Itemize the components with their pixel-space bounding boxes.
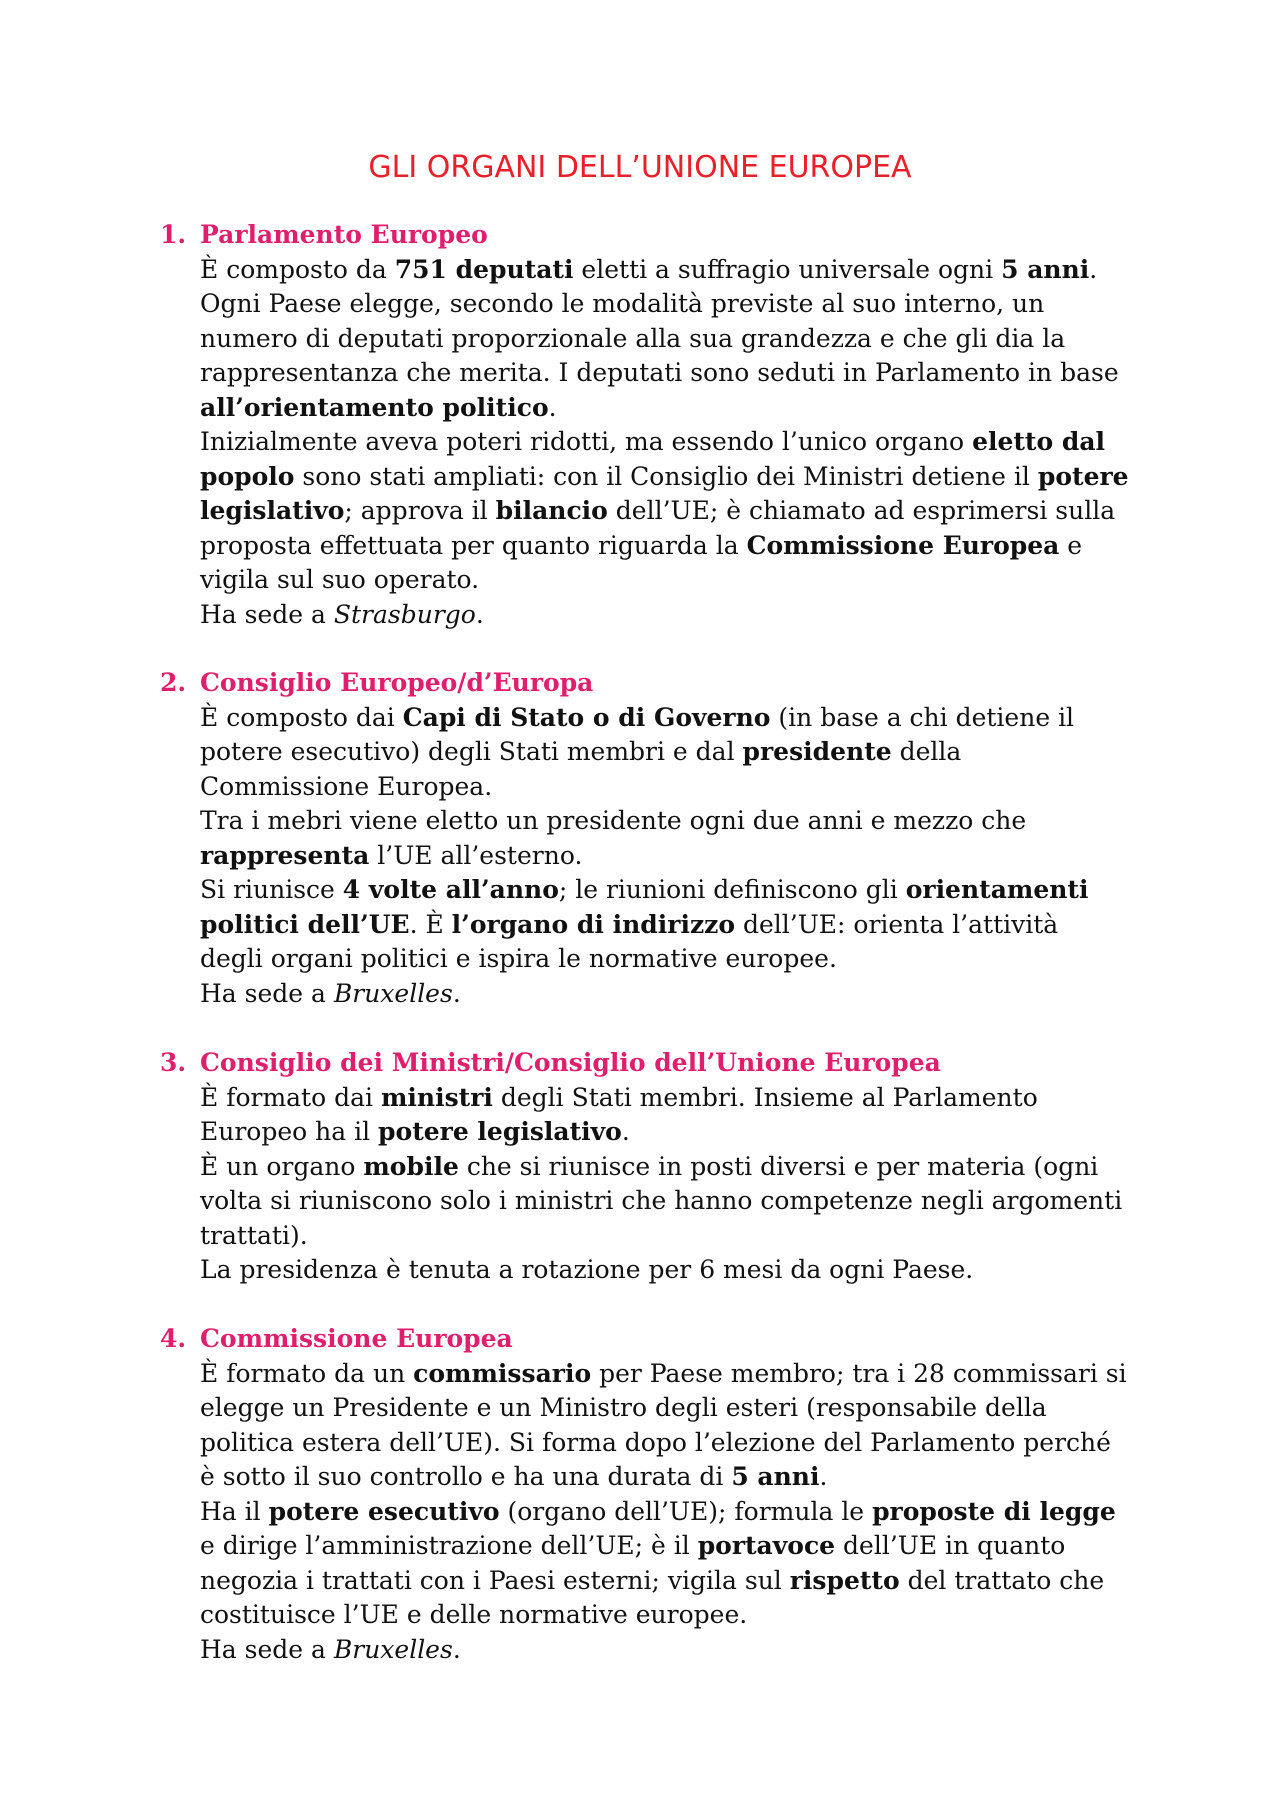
section-title: Consiglio dei Ministri/Consiglio dell’Unione Europea bbox=[200, 1048, 941, 1077]
text-run: Ogni Paese elegge, secondo le modalità previste al suo interno, un bbox=[200, 289, 1045, 318]
section-heading bbox=[160, 666, 1170, 701]
text-run: È formato da un bbox=[200, 1358, 414, 1388]
text-run: trattati). bbox=[200, 1220, 308, 1250]
text-run: È un organo bbox=[200, 1151, 364, 1181]
section-number: 4. bbox=[160, 1324, 187, 1353]
text-run: È formato dai bbox=[200, 1082, 381, 1112]
text-line bbox=[200, 873, 1170, 908]
bold-text: l’organo di indirizzo bbox=[451, 909, 736, 939]
italic-text: Strasburgo bbox=[333, 599, 476, 629]
bold-text: orientamenti bbox=[905, 875, 1089, 904]
text-run: proposta effettuata per quanto riguarda la bbox=[200, 530, 747, 560]
text-line bbox=[200, 1115, 1170, 1150]
text-run: e dirige l’amministrazione dell’UE; è il bbox=[200, 1531, 698, 1560]
text-run: Tra i mebri viene eletto un presidente ogni due anni e mezzo che bbox=[200, 806, 1027, 835]
text-run: degli Stati membri. Insieme al Parlamento bbox=[492, 1082, 1038, 1112]
text-run: rappresentanza che merita. I deputati sono seduti in Parlamento in base bbox=[200, 358, 1119, 387]
bold-text: Commissione Europea bbox=[746, 530, 1060, 560]
section-consiglio-dei-ministri bbox=[160, 1046, 1170, 1288]
bold-text: popolo bbox=[200, 461, 295, 491]
text-run: Ha sede a bbox=[200, 978, 334, 1008]
text-line bbox=[200, 1253, 1170, 1288]
text-run: . bbox=[452, 978, 461, 1008]
bold-text: portavoce bbox=[697, 1531, 836, 1560]
text-run: e bbox=[1059, 530, 1083, 560]
text-run: È composto dai bbox=[200, 702, 403, 732]
text-run: (in base a chi detiene il bbox=[770, 702, 1075, 732]
text-line bbox=[200, 977, 1170, 1012]
text-run: volta si riuniscono solo i ministri che hanno competenze negli argomenti bbox=[200, 1186, 1123, 1215]
text-run: eletti a suffragio universale ogni bbox=[573, 254, 1002, 284]
text-run: (organo dell’UE); formula le bbox=[499, 1496, 873, 1526]
text-line bbox=[200, 529, 1170, 564]
text-run: potere esecutivo) degli Stati membri e dal bbox=[200, 737, 743, 766]
bold-text: rispetto bbox=[789, 1565, 900, 1595]
italic-text: Bruxelles bbox=[333, 978, 453, 1008]
text-run: è sotto il suo controllo e ha una durata di bbox=[200, 1462, 732, 1491]
text-line bbox=[200, 1357, 1170, 1392]
text-line bbox=[200, 1495, 1170, 1530]
text-run: Ha il bbox=[200, 1496, 269, 1526]
bold-text: 5 anni bbox=[1001, 254, 1090, 284]
text-line bbox=[200, 770, 1170, 805]
section-body bbox=[200, 1081, 1170, 1288]
text-run: . È bbox=[409, 909, 452, 939]
text-line bbox=[200, 1184, 1170, 1219]
text-line bbox=[200, 1150, 1170, 1185]
section-heading bbox=[160, 1322, 1170, 1357]
text-line bbox=[200, 735, 1170, 770]
text-run: . bbox=[475, 599, 484, 629]
page-title: GLI ORGANI DELL’UNIONE EUROPEA bbox=[368, 150, 912, 185]
text-line bbox=[200, 253, 1170, 288]
text-run: numero di deputati proporzionale alla sua grandezza e che gli dia la bbox=[200, 323, 1066, 353]
section-body bbox=[200, 253, 1170, 633]
bold-text: potere legislativo bbox=[378, 1117, 622, 1146]
text-run: Commissione Europea. bbox=[200, 771, 493, 801]
text-run: che si riunisce in posti diversi e per materia (ogni bbox=[458, 1151, 1099, 1181]
text-run: negozia i trattati con i Paesi esterni; vigila sul bbox=[200, 1565, 790, 1595]
text-line bbox=[200, 1564, 1170, 1599]
bold-text: commissario bbox=[413, 1358, 592, 1388]
section-body bbox=[200, 1357, 1170, 1668]
text-run: . bbox=[452, 1634, 461, 1664]
bold-text: rappresenta bbox=[200, 840, 370, 870]
text-run: del trattato che bbox=[899, 1565, 1105, 1595]
bold-text: 5 anni bbox=[731, 1462, 820, 1491]
italic-text: Bruxelles bbox=[333, 1634, 453, 1664]
text-line bbox=[200, 425, 1170, 460]
text-line bbox=[200, 1219, 1170, 1254]
bold-text: eletto dal bbox=[972, 427, 1106, 456]
text-line bbox=[200, 1460, 1170, 1495]
bold-text: potere bbox=[1037, 461, 1129, 491]
text-line bbox=[200, 839, 1170, 874]
section-body bbox=[200, 701, 1170, 1012]
text-run: degli organi politici e ispira le normative europee. bbox=[200, 944, 837, 973]
section-number: 1. bbox=[160, 220, 187, 249]
text-run: . bbox=[1089, 254, 1098, 284]
text-run: l’UE all’esterno. bbox=[369, 840, 583, 870]
text-run: Europeo ha il bbox=[200, 1117, 379, 1146]
text-line bbox=[200, 460, 1170, 495]
text-line bbox=[200, 287, 1170, 322]
text-run: Inizialmente aveva poteri ridotti, ma essendo l’unico organo bbox=[200, 427, 973, 456]
text-run: vigila sul suo operato. bbox=[200, 565, 480, 594]
bold-text: 751 deputati bbox=[394, 254, 574, 284]
text-run: dell’UE; è chiamato ad esprimersi sulla bbox=[607, 496, 1116, 525]
bold-text: proposte di legge bbox=[872, 1496, 1116, 1526]
bold-text: mobile bbox=[363, 1151, 459, 1181]
text-run: ; approva il bbox=[344, 496, 496, 525]
text-run: elegge un Presidente e un Ministro degli esteri (responsabile della bbox=[200, 1393, 1047, 1422]
bold-text: all’orientamento politico bbox=[200, 392, 549, 422]
section-number: 3. bbox=[160, 1048, 187, 1077]
bold-text: potere esecutivo bbox=[268, 1496, 500, 1526]
section-parlamento-europeo bbox=[160, 218, 1170, 632]
text-line bbox=[200, 942, 1170, 977]
section-heading bbox=[160, 218, 1170, 253]
text-line bbox=[200, 701, 1170, 736]
section-number: 2. bbox=[160, 668, 187, 697]
text-run: È composto da bbox=[200, 254, 395, 284]
text-line bbox=[200, 391, 1170, 426]
text-run: . bbox=[548, 392, 557, 422]
text-line bbox=[200, 1529, 1170, 1564]
text-run: per Paese membro; tra i 28 commissari si bbox=[591, 1358, 1127, 1388]
text-run: Ha sede a bbox=[200, 1634, 334, 1664]
bold-text: 4 volte all’anno bbox=[342, 875, 559, 904]
section-title: Consiglio Europeo/d’Europa bbox=[200, 668, 594, 697]
section-heading bbox=[160, 1046, 1170, 1081]
text-line bbox=[200, 804, 1170, 839]
section-title: Parlamento Europeo bbox=[200, 220, 488, 249]
text-run: . bbox=[621, 1117, 630, 1146]
text-line bbox=[200, 1598, 1170, 1633]
bold-text: ministri bbox=[380, 1082, 493, 1112]
text-run: politica estera dell’UE). Si forma dopo l’elezione del Parlamento perché bbox=[200, 1427, 1111, 1457]
bold-text: bilancio bbox=[495, 496, 608, 525]
text-line bbox=[200, 1633, 1170, 1668]
text-line bbox=[200, 1081, 1170, 1116]
text-line bbox=[200, 598, 1170, 633]
bold-text: legislativo bbox=[200, 496, 345, 525]
text-run: della bbox=[891, 737, 962, 766]
text-line bbox=[200, 563, 1170, 598]
text-run: La presidenza è tenuta a rotazione per 6 mesi da ogni Paese. bbox=[200, 1255, 974, 1284]
text-run: sono stati ampliati: con il Consiglio dei Ministri detiene il bbox=[294, 461, 1038, 491]
text-line bbox=[200, 494, 1170, 529]
text-line bbox=[200, 322, 1170, 357]
text-run: . bbox=[819, 1462, 828, 1491]
bold-text: presidente bbox=[742, 737, 892, 766]
text-line bbox=[200, 908, 1170, 943]
text-run: dell’UE: orienta l’attività bbox=[735, 909, 1059, 939]
text-run: costituisce l’UE e delle normative europee. bbox=[200, 1600, 748, 1629]
section-title: Commissione Europea bbox=[200, 1324, 513, 1353]
text-run: dell’UE in quanto bbox=[835, 1531, 1066, 1560]
text-line bbox=[200, 356, 1170, 391]
text-run: Si riunisce bbox=[200, 875, 343, 904]
text-run: Ha sede a bbox=[200, 599, 334, 629]
section-commissione-europea bbox=[160, 1322, 1170, 1667]
text-line bbox=[200, 1426, 1170, 1461]
bold-text: Capi di Stato o di Governo bbox=[402, 702, 771, 732]
bold-text: politici dell’UE bbox=[200, 909, 410, 939]
text-line bbox=[200, 1391, 1170, 1426]
text-run: ; le riunioni definiscono gli bbox=[558, 875, 906, 904]
section-consiglio-europeo bbox=[160, 666, 1170, 1011]
